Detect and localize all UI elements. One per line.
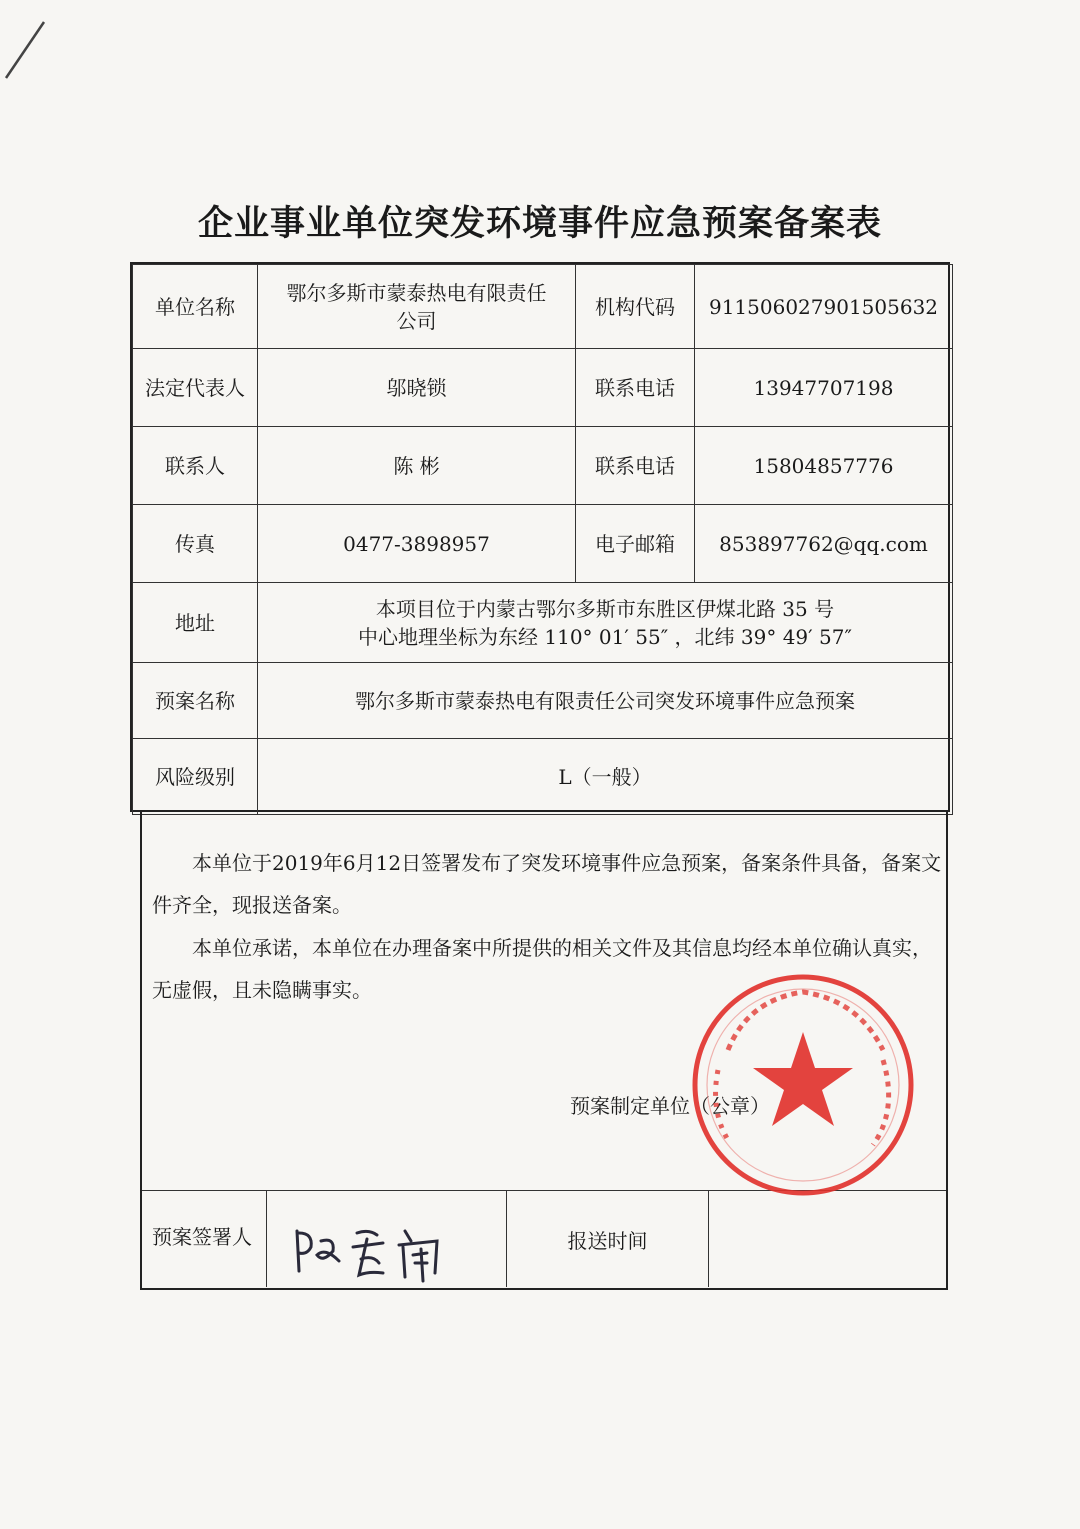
signer-signature-cell	[267, 1191, 507, 1287]
unit-name-value	[258, 265, 576, 349]
pen-stroke-mark	[0, 0, 60, 90]
filing-form-table	[130, 262, 950, 812]
org-code-label: 机构代码	[576, 265, 695, 349]
risk-value: L（一般）	[258, 739, 953, 815]
signer-label: 预案签署人	[142, 1191, 267, 1287]
submit-time-label: 报送时间	[507, 1191, 709, 1287]
risk-label: 风险级别	[133, 739, 258, 815]
row-contact	[133, 427, 953, 505]
legal-phone-value: 13947707198	[695, 349, 953, 427]
contact-value: 陈 彬	[258, 427, 576, 505]
statement-para-2: 本单位承诺，本单位在办理备案中所提供的相关文件及其信息均经本单位确认真实，无虚假，且未隐瞒事实。	[152, 936, 932, 1002]
row-unit-name	[133, 265, 953, 349]
fax-label: 传真	[133, 505, 258, 583]
legal-rep-value: 邬晓锁	[258, 349, 576, 427]
email-label: 电子邮箱	[576, 505, 695, 583]
unit-name-label: 单位名称	[133, 265, 258, 349]
seal-star-icon	[753, 1032, 853, 1126]
row-legal-rep	[133, 349, 953, 427]
contact-phone-label: 联系电话	[576, 427, 695, 505]
unit-name-line1: 鄂尔多斯市蒙泰热电有限责任	[286, 280, 547, 305]
row-address	[133, 583, 953, 663]
seal-unit-label: 预案制定单位（公章）	[570, 1094, 770, 1118]
address-value	[258, 583, 953, 663]
submit-time-value	[709, 1191, 946, 1287]
address-line2: 中心地理坐标为东经 110° 01′ 55″ ，北纬 39° 49′ 57″	[358, 624, 852, 649]
email-value: 853897762@qq.com	[695, 505, 953, 583]
row-plan-name	[133, 663, 953, 739]
contact-label: 联系人	[133, 427, 258, 505]
org-code-value: 911506027901505632	[695, 265, 953, 349]
signature-row	[142, 1190, 946, 1287]
handwritten-signature	[287, 1211, 487, 1291]
plan-name-value: 鄂尔多斯市蒙泰热电有限责任公司突发环境事件应急预案	[258, 663, 953, 739]
contact-phone-value: 15804857776	[695, 427, 953, 505]
page-title: 企业事业单位突发环境事件应急预案备案表	[197, 204, 882, 244]
row-fax-email	[133, 505, 953, 583]
legal-phone-label: 联系电话	[576, 349, 695, 427]
official-seal-stamp	[688, 970, 918, 1200]
fax-value: 0477-3898957	[258, 505, 576, 583]
unit-name-line2: 公司	[396, 308, 437, 333]
row-risk-level	[133, 739, 953, 815]
address-line1: 本项目位于内蒙古鄂尔多斯市东胜区伊煤北路 35 号	[375, 596, 835, 621]
plan-name-label: 预案名称	[133, 663, 258, 739]
legal-rep-label: 法定代表人	[133, 349, 258, 427]
address-label: 地址	[133, 583, 258, 663]
statement-para-1: 本单位于2019年6月12日签署发布了突发环境事件应急预案，备案条件具备，备案文件齐全，现报送备案。	[152, 851, 942, 917]
